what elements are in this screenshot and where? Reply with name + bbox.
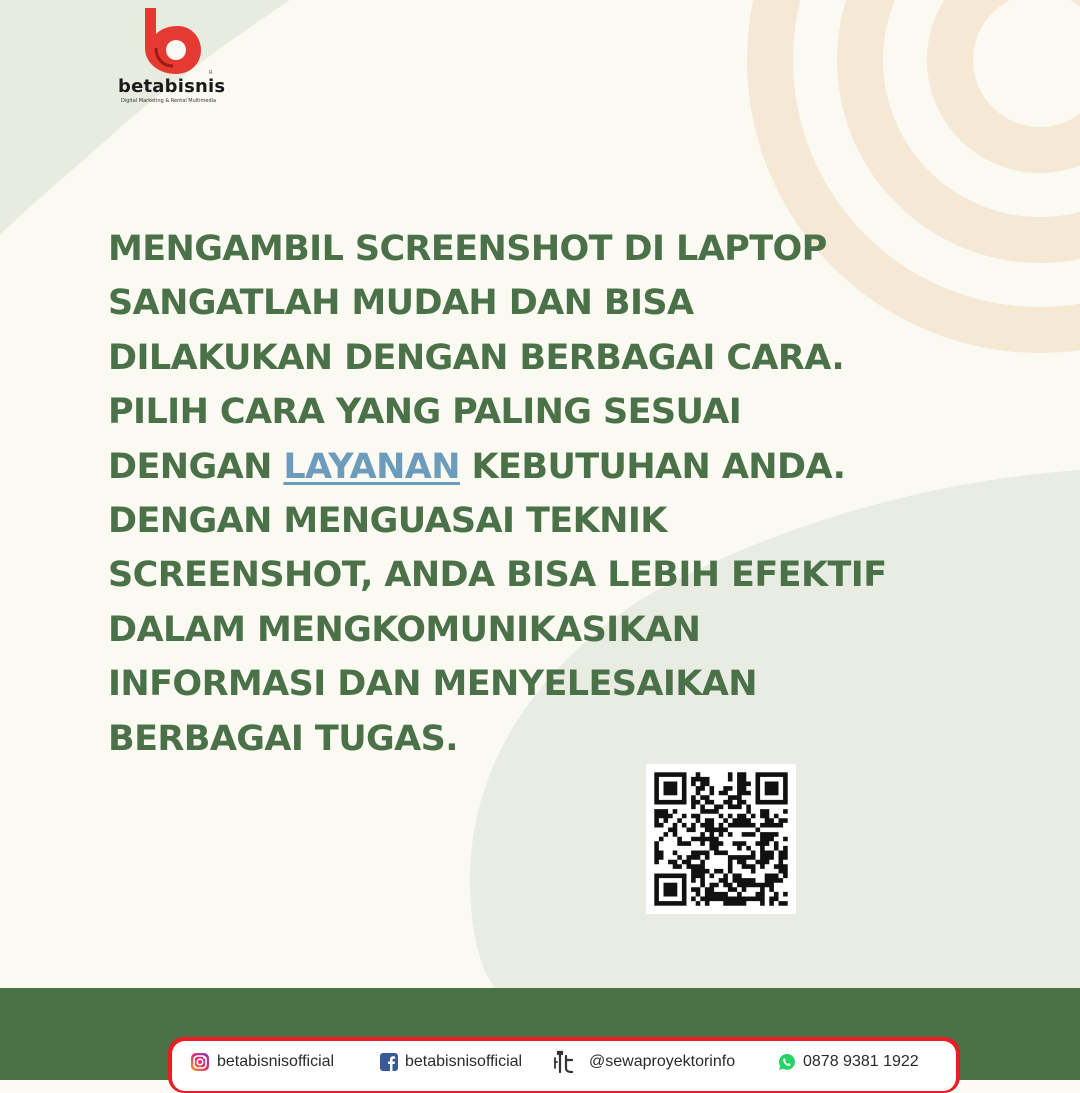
- threads-icon: [552, 1050, 582, 1074]
- whatsapp-link[interactable]: [778, 1053, 919, 1071]
- threads-handle: @sewaproyektorinfo: [589, 1053, 736, 1070]
- qr-finder-center: [664, 883, 678, 897]
- headline-line-with-link: [108, 440, 1008, 494]
- headline-line: MENGAMBIL SCREENSHOT DI LAPTOP: [108, 229, 827, 269]
- facebook-icon: [380, 1053, 398, 1071]
- whatsapp-icon: [778, 1053, 796, 1071]
- headline-line: INFORMASI DAN MENYELESAIKAN: [108, 664, 757, 705]
- qr-code-icon: [646, 764, 796, 914]
- qr-finder-center: [664, 782, 678, 796]
- headline-line: BERBAGAI TUGAS.: [108, 718, 458, 759]
- headline-line: DENGAN MENGUASAI TEKNIK: [108, 501, 667, 542]
- threads-link[interactable]: [552, 1050, 778, 1074]
- facebook-link[interactable]: [380, 1053, 552, 1071]
- registered-mark: R: [209, 70, 213, 76]
- layanan-link[interactable]: LAYANAN: [283, 446, 460, 487]
- headline-text: [108, 222, 1008, 766]
- headline-line: DALAM MENGKOMUNIKASIKAN: [108, 609, 701, 650]
- headline-fragment: KEBUTUHAN ANDA.: [459, 446, 846, 487]
- whatsapp-number: 0878 9381 1922: [803, 1053, 919, 1070]
- qr-finder-center: [765, 782, 779, 796]
- logo-tagline: Digital Marketing & Rental Multimedia: [121, 98, 217, 104]
- headline-line: PILIH CARA YANG PALING SESUAI: [108, 392, 742, 433]
- instagram-handle: betabisnisofficial: [217, 1053, 335, 1070]
- headline-line: SCREENSHOT, ANDA BISA LEBIH EFEKTIF: [108, 555, 887, 596]
- qr-code[interactable]: [646, 764, 796, 914]
- facebook-handle: betabisnisofficial: [405, 1053, 523, 1070]
- social-links: [190, 1050, 950, 1074]
- headline-line: DILAKUKAN DENGAN BERBAGAI CARA.: [108, 337, 845, 378]
- instagram-link[interactable]: [190, 1052, 380, 1072]
- logo-wordmark: betabisnis: [118, 76, 226, 97]
- headline-fragment: DENGAN: [108, 446, 284, 487]
- instagram-icon: [190, 1052, 210, 1072]
- headline-line: SANGATLAH MUDAH DAN BISA: [108, 283, 694, 324]
